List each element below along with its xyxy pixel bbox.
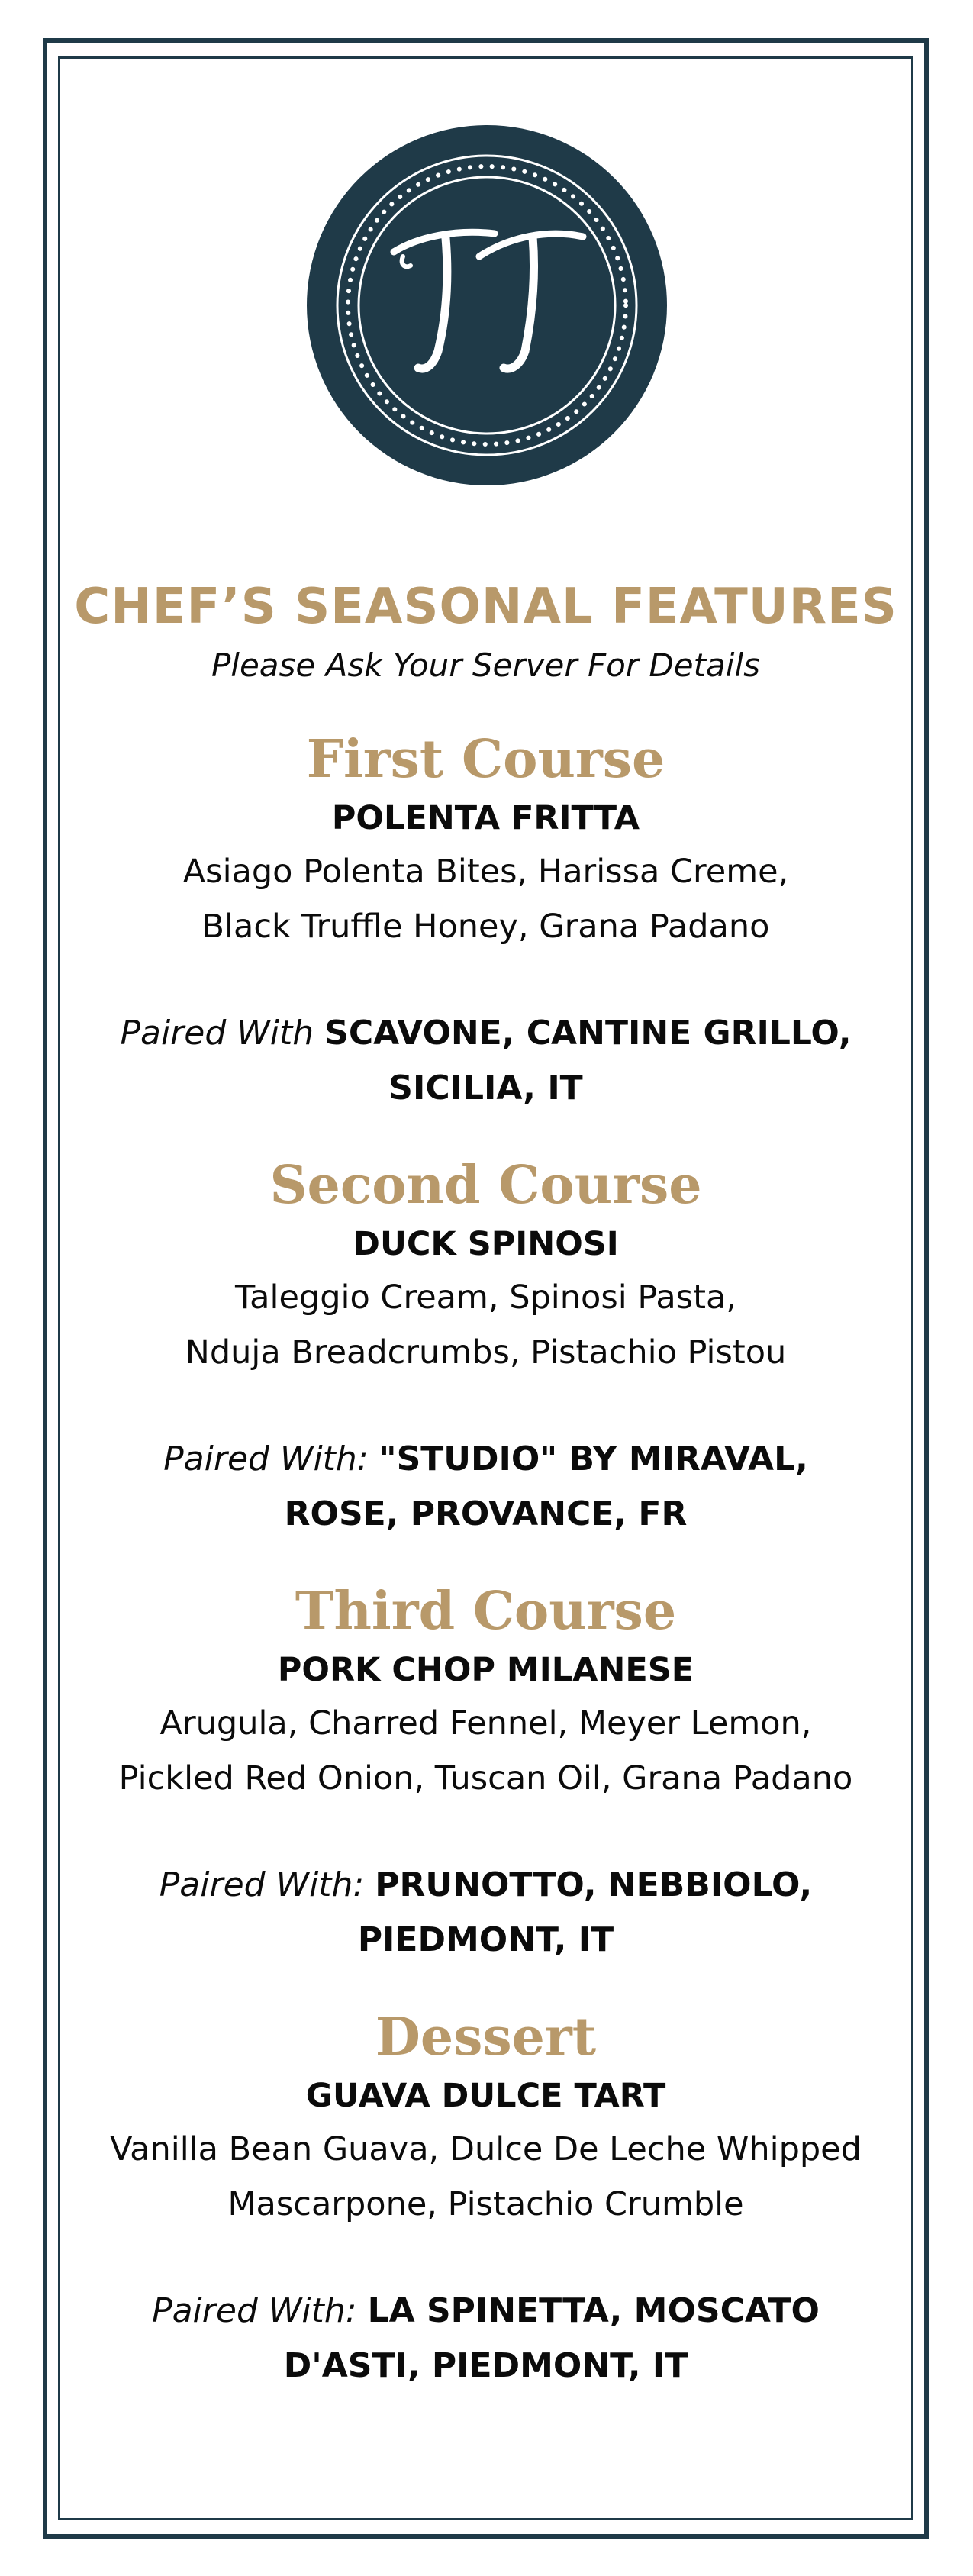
pairing-wine: SICILIA, IT: [388, 1069, 583, 1107]
course-title: Second Course: [269, 1155, 702, 1216]
dish-name: PORK CHOP MILANESE: [277, 1651, 694, 1689]
page-title: CHEF’S SEASONAL FEATURES: [74, 579, 897, 635]
pairing-label: Paired With:: [163, 1440, 369, 1478]
dish-name: DUCK SPINOSI: [353, 1225, 619, 1263]
wine-pairing: [105, 1006, 868, 1116]
subtitle: Please Ask Your Server For Details: [211, 646, 761, 684]
pairing-label: Paired With: [120, 1014, 314, 1053]
pairing-label: Paired With:: [152, 2291, 357, 2330]
dish-name: GUAVA DULCE TART: [305, 2077, 666, 2115]
dish-description: Vanilla Bean Guava, Dulce De Leche Whipped: [110, 2130, 862, 2168]
course-first: [58, 727, 913, 1116]
menu-content: [58, 572, 913, 2394]
wine-pairing: [105, 1432, 868, 1542]
dish-description: Taleggio Cream, Spinosi Pasta,: [235, 1278, 736, 1317]
dish-description: Nduja Breadcrumbs, Pistachio Pistou: [185, 1333, 787, 1372]
dish-description: Pickled Red Onion, Tuscan Oil, Grana Padano: [118, 1759, 853, 1797]
pairing-label: Paired With:: [159, 1865, 365, 1904]
course-dessert: [58, 2004, 913, 2394]
pairing-wine: PRUNOTTO, NEBBIOLO,: [375, 1865, 813, 1904]
pairing-wine: "STUDIO" BY MIRAVAL,: [379, 1440, 808, 1478]
dish-description: Mascarpone, Pistachio Crumble: [227, 2185, 744, 2223]
course-third: [58, 1578, 913, 1968]
pairing-wine: LA SPINETTA, MOSCATO: [367, 2291, 820, 2330]
pairing-wine: SCAVONE, CANTINE GRILLO,: [324, 1014, 852, 1053]
pairing-wine: D'ASTI, PIEDMONT, IT: [283, 2346, 688, 2385]
wine-pairing: [105, 2284, 868, 2394]
course-title: First Course: [306, 729, 665, 790]
course-title: Third Course: [295, 1581, 677, 1642]
pairing-wine: ROSE, PROVANCE, FR: [284, 1494, 688, 1533]
dish-description: Black Truffle Honey, Grana Padano: [201, 908, 770, 946]
course-second: [58, 1153, 913, 1542]
pairing-wine: PIEDMONT, IT: [357, 1920, 614, 1959]
course-title: Dessert: [375, 2007, 597, 2068]
tt-monogram-logo: [304, 122, 670, 488]
dish-description: Asiago Polenta Bites, Harissa Creme,: [182, 853, 789, 891]
wine-pairing: [105, 1858, 868, 1968]
dish-name: POLENTA FRITTA: [331, 799, 640, 837]
dish-description: Arugula, Charred Fennel, Meyer Lemon,: [159, 1704, 812, 1743]
